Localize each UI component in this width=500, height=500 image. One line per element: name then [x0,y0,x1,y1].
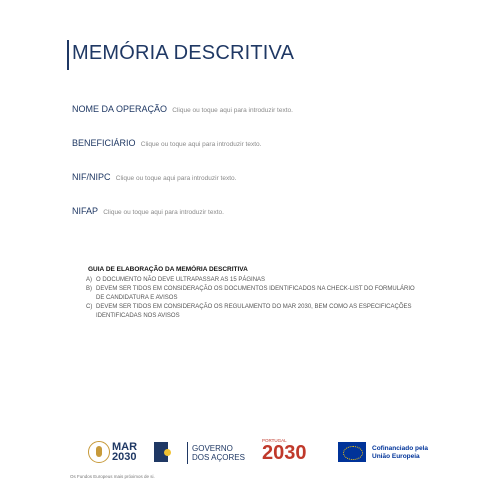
field-label: BENEFICIÁRIO [72,138,136,148]
nif-nipc-input[interactable]: Clique ou toque aqui para introduzir texto. [115,175,237,182]
mar-2030-logo [88,438,146,468]
acores-line-1: GOVERNO [192,444,233,453]
title-accent-bar [67,40,69,70]
eu-flag-icon [338,442,366,462]
portugal-small-text: PORTUGAL [262,438,287,443]
eu-stars-icon [343,446,363,460]
eu-line-1: Cofinanciado pela [372,445,428,452]
footer-logos [70,438,450,470]
guide-item-mark: A) [86,277,92,283]
guide-item-text: DEVEM SER TIDOS EM CONSIDERAÇÃO OS DOCUMENTOS IDENTIFICADOS NA CHECK-LIST DO FORMULÁRIO DE CANDIDATURA E AVISOS [96,286,415,301]
acores-line-2: DOS AÇORES [192,453,245,462]
mar-logo-text: MAR 2030 [112,441,138,463]
guide-item-mark: C) [86,304,93,310]
guide-item-text: DEVEM SER TIDOS EM CONSIDERAÇÃO OS REGULAMENTO DO MAR 2030, BEM COMO AS ESPECIFICAÇÕES IDENTIFICADAS NOS AVISOS [96,304,412,319]
footer-tagline: Os Fundos Europeus mais próximos de si. [70,474,155,479]
nifap-input[interactable]: Clique ou toque aqui para introduzir texto. [103,209,224,216]
acores-flag-icon [154,442,182,462]
beneficiary-input[interactable]: Clique ou toque aqui para introduzir texto. [140,141,262,148]
fish-icon [88,441,110,463]
guide-item-text: O DOCUMENTO NÃO DEVE ULTRAPASSAR AS 15 PÁGINAS [96,277,266,283]
field-label: NIF/NIPC [72,172,111,182]
eu-cofinanced-logo [338,438,458,468]
page-title: MEMÓRIA DESCRITIVA [72,42,295,64]
portugal-big-text: 2030 [262,442,307,464]
governo-acores-logo [154,438,250,468]
guide-list [86,276,416,321]
portugal-2030-logo [262,438,332,468]
operation-name-input[interactable]: Clique ou toque aqui para introduzir texto. [172,107,293,114]
divider [187,442,188,464]
guide-item-mark: B) [86,286,92,292]
acores-logo-text [192,444,245,462]
guide-title: GUIA DE ELABORAÇÃO DA MEMÓRIA DESCRITIVA [88,266,248,273]
eu-logo-text [372,445,428,461]
guide-item [86,285,416,303]
guide-item [86,303,416,321]
field-operation-name [72,104,293,114]
field-nif-nipc [72,172,236,182]
field-nifap [72,206,224,216]
eu-line-2: União Europeia [372,453,420,460]
field-label: NOME DA OPERAÇÃO [72,104,168,114]
guide-item [86,276,416,285]
field-beneficiary [72,138,261,148]
field-label: NIFAP [72,206,99,216]
